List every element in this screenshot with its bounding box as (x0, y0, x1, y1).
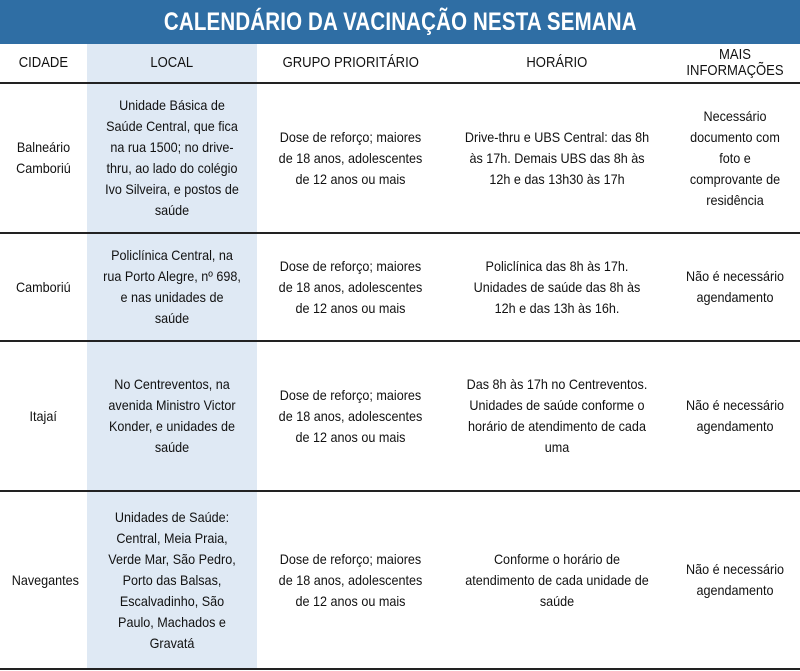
cell-cidade: Navegantes (0, 491, 87, 669)
title-bar (0, 0, 800, 44)
cell-local: Unidades de Saúde: Central, Meia Praia, Verde Mar, São Pedro, Porto das Balsas, Escalvadinho, São Paulo, Machados e Gravatá (87, 491, 257, 669)
table-row (0, 233, 800, 341)
cell-local: No Centreventos, na avenida Ministro Victor Konder, e unidades de saúde (87, 341, 257, 491)
header-row (0, 44, 800, 83)
cell-horario: Policlínica das 8h às 17h. Unidades de saúde das 8h às 12h e das 13h às 16h. (444, 233, 670, 341)
table-row (0, 341, 800, 491)
cell-grupo: Dose de reforço; maiores de 18 anos, adolescentes de 12 anos ou mais (257, 233, 444, 341)
table-row (0, 83, 800, 233)
cell-info: Necessário documento com foto e comprovante de residência (670, 83, 800, 233)
cell-horario: Drive-thru e UBS Central: das 8h às 17h. Demais UBS das 8h às 12h e das 13h30 às 17h (444, 83, 670, 233)
table-row (0, 491, 800, 669)
cell-info: Não é necessário agendamento (670, 491, 800, 669)
page-title: CALENDÁRIO DA VACINAÇÃO NESTA SEMANA (163, 7, 637, 36)
cell-info: Não é necessário agendamento (670, 233, 800, 341)
header-info: MAIS INFORMAÇÕES (670, 44, 800, 83)
cell-horario: Conforme o horário de atendimento de cada unidade de saúde (444, 491, 670, 669)
cell-grupo: Dose de reforço; maiores de 18 anos, adolescentes de 12 anos ou mais (257, 83, 444, 233)
cell-grupo: Dose de reforço; maiores de 18 anos, adolescentes de 12 anos ou mais (257, 491, 444, 669)
cell-cidade: Camboriú (0, 233, 87, 341)
cell-info: Não é necessário agendamento (670, 341, 800, 491)
cell-grupo: Dose de reforço; maiores de 18 anos, adolescentes de 12 anos ou mais (257, 341, 444, 491)
cell-local: Policlínica Central, na rua Porto Alegre, nº 698, e nas unidades de saúde (87, 233, 257, 341)
cell-local: Unidade Básica de Saúde Central, que fica na rua 1500; no drive-thru, ao lado do colégio Ivo Silveira, e postos de saúde (87, 83, 257, 233)
header-grupo: GRUPO PRIORITÁRIO (257, 44, 444, 83)
header-horario: HORÁRIO (444, 44, 670, 83)
cell-cidade: Balneário Camboriú (0, 83, 87, 233)
header-local: LOCAL (87, 44, 257, 83)
cell-cidade: Itajaí (0, 341, 87, 491)
vaccination-table (0, 44, 800, 670)
header-cidade: CIDADE (0, 44, 87, 83)
cell-horario: Das 8h às 17h no Centreventos. Unidades de saúde conforme o horário de atendimento de cada uma (444, 341, 670, 491)
